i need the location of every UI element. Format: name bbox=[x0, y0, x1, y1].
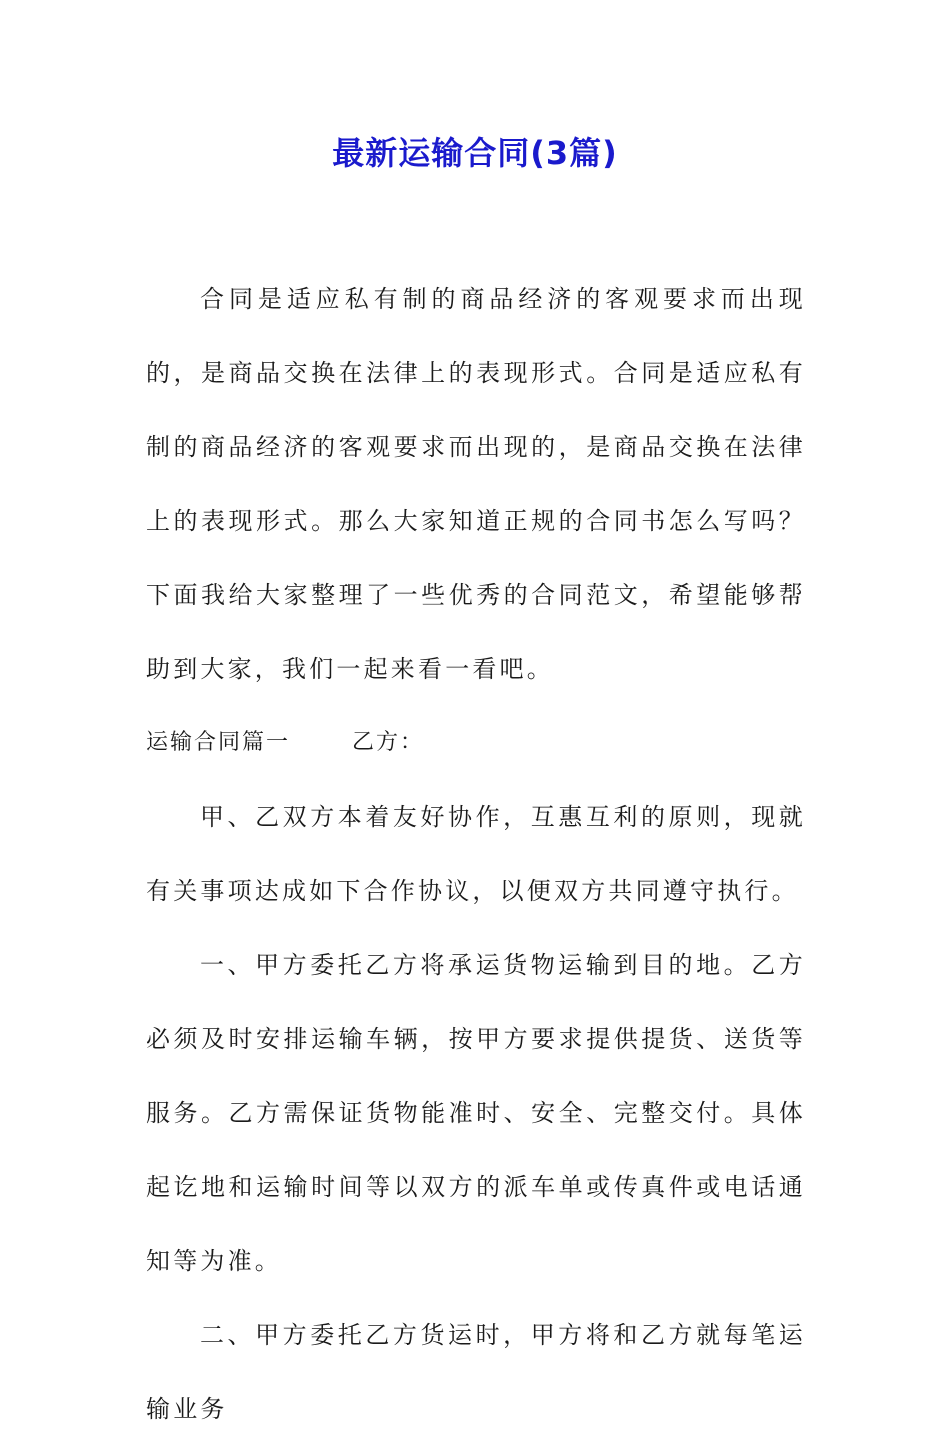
document-body bbox=[146, 262, 806, 1446]
party-b-label: 乙方： bbox=[352, 730, 425, 755]
section-heading bbox=[146, 706, 806, 780]
document-title: 最新运输合同(3篇) bbox=[332, 134, 618, 172]
intro-paragraph: 合同是适应私有制的商品经济的客观要求而出现的，是商品交换在法律上的表现形式。合同是适应私有制的商品经济的客观要求而出现的，是商品交换在法律上的表现形式。那么大家知道正规的合同书怎么写吗？下面我给大家整理了一些优秀的合同范文，希望能够帮助到大家，我们一起来看一看吧。 bbox=[146, 285, 806, 683]
paragraph-clause-two: 二、甲方委托乙方货运时，甲方将和乙方就每笔运输业务 bbox=[146, 1321, 806, 1423]
section-title: 运输合同篇一 bbox=[146, 730, 291, 755]
paragraph-clause-one: 一、甲方委托乙方将承运货物运输到目的地。乙方必须及时安排运输车辆，按甲方要求提供提货、送货等服务。乙方需保证货物能准时、安全、完整交付。具体起讫地和运输时间等以双方的派车单或传真件或电话通知等为准。 bbox=[146, 951, 806, 1275]
paragraph-cooperation: 甲、乙双方本着友好协作，互惠互利的原则，现就有关事项达成如下合作协议，以便双方共同遵守执行。 bbox=[146, 803, 806, 905]
